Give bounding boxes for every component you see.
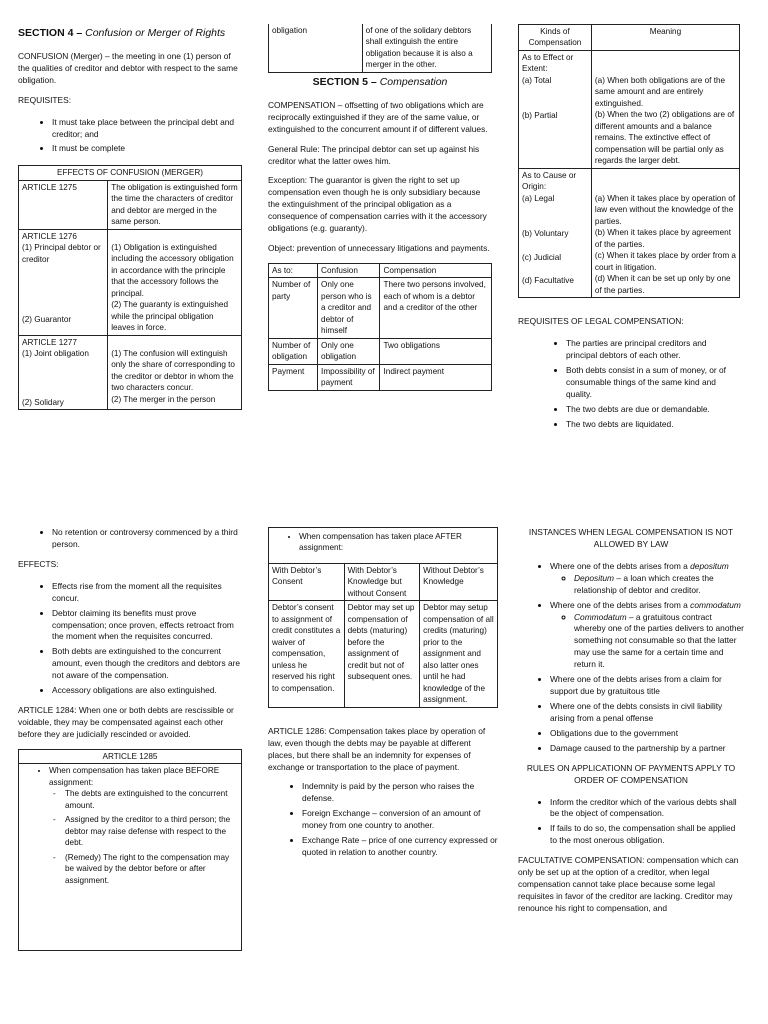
table-row: [269, 278, 492, 338]
header-cell: Compensation: [380, 263, 492, 277]
article-1277-head: ARTICLE 1277: [22, 337, 77, 347]
voluntary-label: (b) Voluntary: [522, 229, 569, 239]
list-item: - The debts are extinguished to the concurrent amount.: [65, 788, 238, 811]
section-4-title: SECTION 4 – Confusion or Merger of Rights: [18, 27, 226, 39]
depositum-term: depositum: [690, 560, 729, 571]
facultative-text: (d) When it can be set up only by one of the parties.: [594, 274, 731, 295]
list-item: - Assigned by the creditor to a third person; the debtor may raise defense with respect to the debt.: [65, 814, 238, 848]
table-cell: Indirect payment: [380, 364, 492, 390]
table-row: [269, 364, 492, 390]
list-item: • If fails to do so, the compensation shall be applied to the most onerous obligation.: [550, 823, 744, 847]
object: Object: prevention of unnecessary litigations and payments.: [268, 243, 490, 254]
effects-of-confusion-table: [18, 165, 242, 410]
before-assignment-text: When compensation has taken place BEFORE assignment:: [49, 766, 220, 787]
list-item: • Indemnity is paid by the person who raises the defense.: [302, 781, 498, 805]
table-header-row: [269, 263, 492, 277]
panel-compensation: [268, 24, 492, 391]
after-assignment-table: [268, 527, 498, 708]
exception: Exception: The guarantor is given the right to set up compensation even though he is only subsidiary because the extinguishment of the principal obligation as a consequence of compensation carries with it the accessory obligations (e.g. guaranty).: [268, 175, 487, 234]
article-1275-head: ARTICLE 1275: [19, 180, 108, 229]
confusion-vs-compensation-table: [268, 263, 492, 391]
judicial-text: (c) When it takes place by order from a court in litigation.: [594, 251, 736, 272]
cell-left: obligation: [269, 24, 363, 72]
article-1276-sub1: (1) Principal debtor or creditor: [22, 243, 101, 264]
list-item: • Inform the creditor which of the various debts shall be the object of compensation.: [550, 797, 744, 821]
dash-list: [49, 788, 238, 886]
header-cell: With Debtor’s Consent: [269, 563, 345, 600]
cause-label: As to Cause or Origin:: [522, 170, 577, 192]
table-row: [19, 335, 242, 409]
header-cell: As to:: [269, 263, 318, 277]
list-item: ◦ Depositum – a loan which creates the relationship of debtor and creditor.: [574, 573, 744, 597]
article-1286: ARTICLE 1286: Compensation takes place by operation of law, even though the debts may be payable at different places, but there shall be an indemnity for expenses of exchange or transportation to the place of payment.: [268, 725, 486, 772]
continued-table-row: [268, 24, 492, 73]
list-item: • Foreign Exchange – conversion of an amount of money from one country to another.: [302, 808, 498, 832]
effects-label: EFFECTS:: [18, 558, 59, 569]
header-cell: With Debtor’s Knowledge but without Consent: [344, 563, 420, 600]
voluntary-text: (b) When it takes place by agreement of the parties.: [594, 228, 731, 249]
table-row: [269, 338, 492, 364]
effects-list: [18, 581, 242, 697]
requisites-legal-title: REQUISITES OF LEGAL COMPENSATION:: [518, 316, 684, 327]
table-row: [519, 168, 740, 297]
list-item: • Effects rise from the moment all the requisites concur.: [52, 581, 242, 605]
rules-list: [518, 797, 744, 848]
header-cell: Kinds of Compensation: [519, 25, 592, 51]
article-1276-sub2: (2) Guarantor: [22, 315, 72, 325]
table-cell: Only one person who is a creditor and debtor of himself: [318, 278, 380, 338]
article-1277-sub2: (2) Solidary: [22, 397, 64, 407]
requisites-legal-list: [518, 338, 740, 430]
table-cell: Debtor may setup compensation of all credits (maturing) prior to the assignment and also latter ones until he had knowledge of the assignment.: [420, 601, 498, 707]
article-1284: ARTICLE 1284: When one or both debts are rescissible or voidable, they may be compensated against each other before they are judicially rescinded or avoided.: [18, 705, 234, 739]
panel-kinds-of-compensation: [518, 24, 740, 439]
table-cell: Payment: [269, 364, 318, 390]
list-item: • Accessory obligations are also extinguished.: [52, 685, 242, 697]
total-label: (a) Total: [522, 75, 552, 85]
facultative-compensation: FACULTATIVE COMPENSATION: compensation which can only be set up at the option of a creditor, when legal compensation cannot take place because some legal requisites in favor of the creditor are lacking. Creditor may renounce his right to compensation, and: [518, 855, 739, 913]
list-item: • Obligations due to the government: [550, 728, 744, 740]
table-caption: EFFECTS OF CONFUSION (MERGER): [19, 166, 242, 180]
instances-list: [518, 561, 744, 755]
table-row: [269, 24, 492, 72]
compensation-definition: COMPENSATION – offsetting of two obligations which are reciprocally extinguished if they are of the same value, or extinguished to the concurrent amount if of different values.: [268, 99, 488, 134]
partial-label: (b) Partial: [522, 111, 558, 121]
section-5-title: SECTION 5 – Compensation: [312, 75, 448, 88]
list-item: • Both debts consist in a sum of money, or of consumable things of the same kind and quality.: [566, 365, 740, 401]
article-1277-sub1: (1) Joint obligation: [22, 349, 89, 359]
list-item: [49, 765, 238, 886]
list-item: • The parties are principal creditors and principal debtors of each other.: [566, 338, 740, 362]
legal-text: (a) When it takes place by operation of law even without the knowledge of the parties.: [594, 193, 736, 226]
confusion-definition: CONFUSION (Merger) – the meeting in one (1) person of the qualities of creditor and debtor with respect to the same obligation.: [18, 50, 238, 85]
list-item: • Both debts are extinguished to the concurrent amount, even though the creditors and debtors are not aware of the compensation.: [52, 646, 242, 682]
list-item: ◦ Commodatum – a gratuitous contract whereby one of the parties delivers to another something not consumable so that the latter may use the same for a certain time and return it.: [574, 612, 744, 672]
panel-instances: [518, 527, 744, 923]
list-item: • The two debts are liquidated.: [566, 419, 740, 431]
article-1276-text1: (1) Obligation is extinguished including the accessory obligation in accordance with the principle that the accessory follows the principal.: [111, 242, 234, 298]
article-1276-text2: (2) The guaranty is extinguished while the principal obligation leaves in force.: [111, 300, 229, 333]
total-text: (a) When both obligations are of the same amount and are entirely extinguished.: [594, 75, 726, 108]
legal-label: (a) Legal: [522, 193, 555, 203]
header-cell: Without Debtor’s Knowledge: [420, 563, 498, 600]
table-cell: Two obligations: [380, 338, 492, 364]
list-item: - (Remedy) The right to the compensation may be waived by the debtor before or after assignment.: [65, 852, 238, 886]
retention-list: [18, 527, 242, 551]
article-1285-table: [18, 749, 242, 951]
article-1275-text: The obligation is extinguished form the time the characters of creditor and debtor are merged in the same person.: [108, 180, 242, 229]
list-item: • It must be complete: [52, 143, 242, 155]
table-row: [269, 601, 498, 707]
rules-title: RULES ON APPLICATIONN OF PAYMENTS APPLY TO ORDER OF COMPENSATION: [526, 762, 736, 785]
list-item: • Debtor claiming its benefits must prove compensation; once proven, effects retroact from the moment when the requisites concurred.: [52, 608, 242, 644]
list-item: • Where one of the debts arises from a depositum ◦ Depositum – a loan which creates the relationship of debtor and creditor.: [550, 561, 744, 597]
table-cell: There two persons involved, each of whom is a debtor and a creditor of the other: [380, 278, 492, 338]
table-cell: Debtor’s consent to assignment of credit constitutes a waiver of compensation, unless he reserved his right to compensation.: [269, 601, 345, 707]
table-row: [19, 180, 242, 229]
list-item: • Where one of the debts consists in civil liability arising from a penal offense: [550, 701, 744, 725]
list-item: • It must take place between the principal debt and creditor; and: [52, 117, 242, 141]
requisites-list: [18, 117, 242, 156]
instances-title: INSTANCES WHEN LEGAL COMPENSATION IS NOT ALLOWED BY LAW: [528, 527, 734, 549]
table-cell: Impossibility of payment: [318, 364, 380, 390]
article-1277-text2: (2) The merger in the person: [111, 394, 216, 404]
header-cell: Meaning: [591, 25, 739, 51]
exchange-list: [268, 781, 498, 859]
table-row: [269, 528, 498, 564]
table-caption: ARTICLE 1285: [19, 749, 242, 763]
table-row: [19, 229, 242, 335]
panel-effects: [18, 527, 242, 951]
article-1277-text1: (1) The confusion will extinguish only the share of corresponding to the creditor or debtor in whom the two characters concur.: [111, 348, 235, 393]
extent-label: As to Effect or Extent:: [522, 52, 574, 74]
list-item: • Damage caused to the partnership by a partner: [550, 743, 744, 755]
requisites-label: REQUISITES:: [18, 94, 72, 105]
list-item: • Where one of the debts arises from a commodatum ◦ Commodatum – a gratuitous contract whereby one of the parties delivers to another something not consumable so that the latter may use the same for a certain time and return it.: [550, 600, 744, 672]
header-cell: Confusion: [318, 263, 380, 277]
table-cell: Only one obligation: [318, 338, 380, 364]
table-cell: Debtor may set up compensation of debts (maturing) before the assignment of credit but not of subsequent ones.: [344, 601, 420, 707]
partial-text: (b) When the two (2) obligations are of different amounts and a balance remains. The extinctive effect of compensation will be partial only as regards the larger debt.: [594, 110, 735, 166]
list-item: • The two debts are due or demandable.: [566, 404, 740, 416]
judicial-label: (c) Judicial: [522, 252, 562, 262]
panel-confusion: [18, 26, 242, 410]
list-item: • No retention or controversy commenced by a third person.: [52, 527, 242, 551]
commodatum-term: commodatum: [690, 599, 741, 610]
article-1276-head: ARTICLE 1276: [22, 231, 77, 241]
facultative-label: (d) Facultative: [522, 276, 574, 286]
table-row: [519, 50, 740, 168]
table-cell: Number of obligation: [269, 338, 318, 364]
after-assignment-text: • When compensation has taken place AFTER assignment:: [299, 531, 494, 554]
table-header-row: [269, 563, 498, 600]
table-cell: Number of party: [269, 278, 318, 338]
cell-right: of one of the solidary debtors shall extinguish the entire obligation because it is also a merger in the other.: [362, 24, 491, 72]
panel-after-assignment: [268, 527, 498, 867]
list-item: • Exchange Rate – price of one currency expressed or quoted in relation to another country.: [302, 835, 498, 859]
list-item: • Where one of the debts arises from a claim for support due by gratuitous title: [550, 674, 744, 698]
general-rule: General Rule: The principal debtor can set up against his creditor what the latter owes him.: [268, 143, 480, 166]
kinds-of-compensation-table: [518, 24, 740, 298]
table-header-row: [519, 25, 740, 51]
table-row: [19, 764, 242, 951]
